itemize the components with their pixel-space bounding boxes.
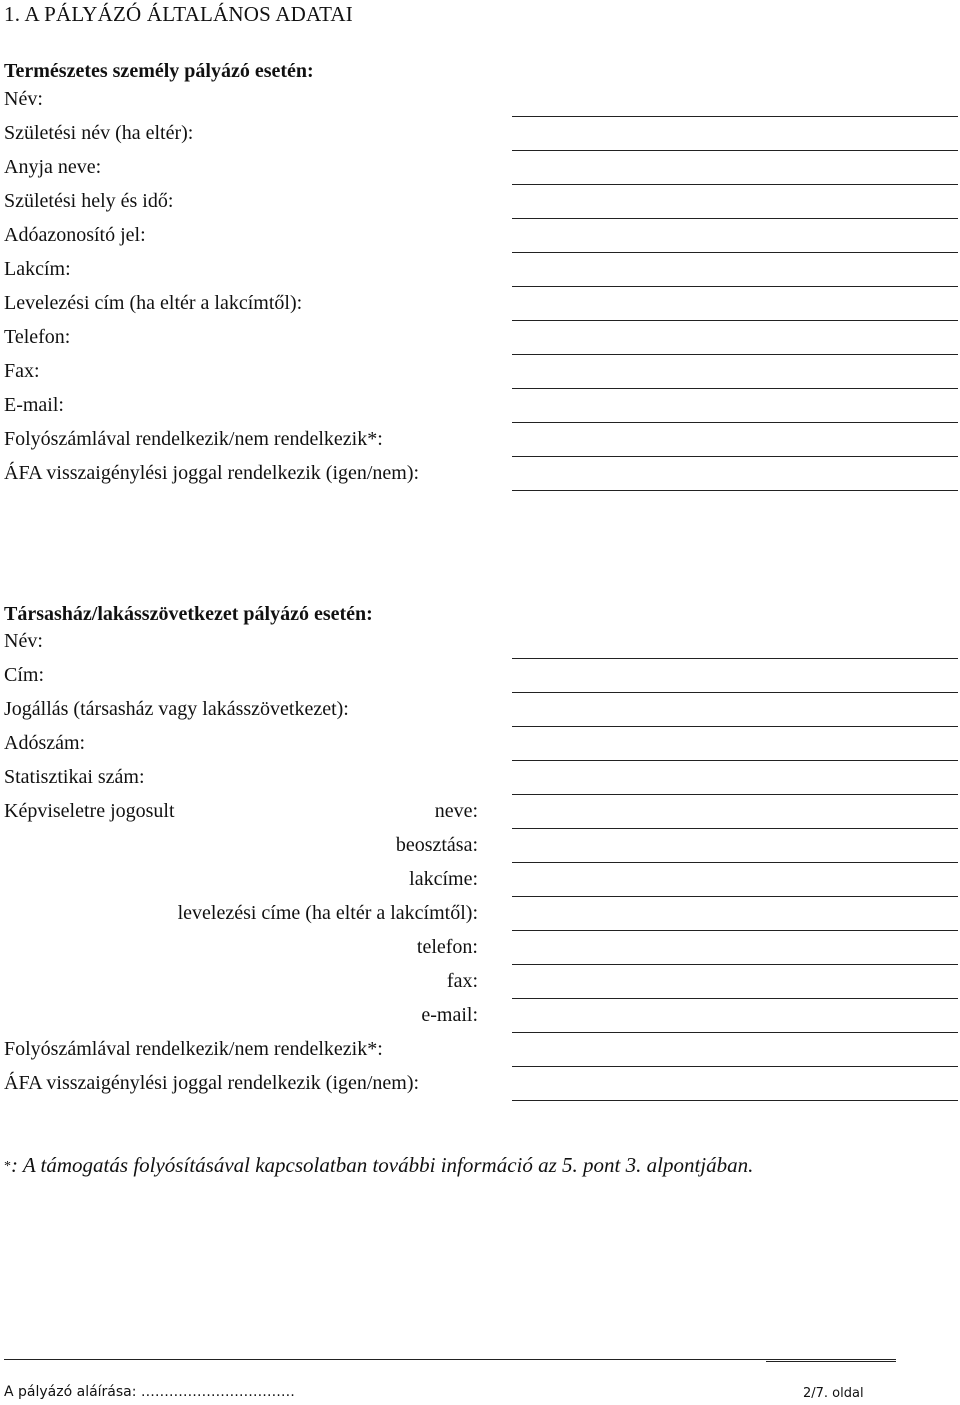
company-field-tax-number: Adószám:	[4, 732, 86, 754]
person-field-birth-place: Születési hely és idő:	[4, 190, 174, 212]
representative-field-mailing-address: levelezési címe (ha eltér a lakcímtől):	[177, 902, 478, 924]
person-field-email: E-mail:	[4, 394, 64, 416]
company-line-legal-status[interactable]	[512, 726, 958, 727]
representative-field-address: lakcíme:	[409, 868, 478, 890]
company-section-title: Társasház/lakásszövetkezet pályázó esetén:	[4, 603, 373, 625]
person-field-name: Név:	[4, 88, 43, 110]
person-line-tax-id[interactable]	[512, 252, 958, 253]
footnote	[4, 1153, 753, 1178]
footer-rule-secondary	[766, 1361, 896, 1362]
representative-field-position: beosztása:	[395, 834, 478, 856]
person-line-mailing-address[interactable]	[512, 320, 958, 321]
representative-label: Képviseletre jogosult	[4, 800, 175, 822]
person-line-phone[interactable]	[512, 354, 958, 355]
person-field-birth-name: Születési név (ha eltér):	[4, 122, 194, 144]
person-field-mother-name: Anyja neve:	[4, 156, 102, 178]
representative-line-email[interactable]	[512, 1032, 958, 1033]
person-field-mailing-address: Levelezési cím (ha eltér a lakcímtől):	[4, 292, 303, 314]
company-field-bank-account: Folyószámlával rendelkezik/nem rendelkezik*:	[4, 1038, 383, 1060]
company-line-tax-number[interactable]	[512, 760, 958, 761]
representative-line-phone[interactable]	[512, 964, 958, 965]
representative-line-fax[interactable]	[512, 998, 958, 999]
person-section-title: Természetes személy pályázó esetén:	[4, 60, 314, 82]
person-field-tax-id: Adóazonosító jel:	[4, 224, 146, 246]
company-field-address: Cím:	[4, 664, 45, 686]
person-field-vat: ÁFA visszaigénylési joggal rendelkezik (igen/nem):	[4, 462, 420, 484]
footnote-text: : A támogatás folyósításával kapcsolatban további információ az 5. pont 3. alpontjában.	[11, 1153, 754, 1177]
company-field-stat-number: Statisztikai szám:	[4, 766, 145, 788]
person-line-vat[interactable]	[512, 490, 958, 491]
person-field-address: Lakcím:	[4, 258, 71, 280]
company-line-vat[interactable]	[512, 1100, 958, 1101]
company-line-stat-number[interactable]	[512, 794, 958, 795]
representative-line-mailing-address[interactable]	[512, 930, 958, 931]
representative-field-phone: telefon:	[416, 936, 478, 958]
signature-field: A pályázó aláírása: ……………………………	[4, 1384, 295, 1400]
person-line-email[interactable]	[512, 422, 958, 423]
footer-rule	[4, 1359, 896, 1360]
representative-line-name[interactable]	[512, 828, 958, 829]
page-number: 2/7. oldal	[803, 1386, 864, 1401]
person-line-name[interactable]	[512, 116, 958, 117]
person-line-birth-name[interactable]	[512, 150, 958, 151]
person-field-phone: Telefon:	[4, 326, 71, 348]
person-line-bank-account[interactable]	[512, 456, 958, 457]
representative-line-address[interactable]	[512, 896, 958, 897]
person-line-birth-place[interactable]	[512, 218, 958, 219]
company-line-name[interactable]	[512, 658, 958, 659]
company-field-name: Név:	[4, 630, 43, 652]
person-line-mother-name[interactable]	[512, 184, 958, 185]
company-field-vat: ÁFA visszaigénylési joggal rendelkezik (igen/nem):	[4, 1072, 420, 1094]
representative-line-position[interactable]	[512, 862, 958, 863]
person-line-address[interactable]	[512, 286, 958, 287]
representative-field-fax: fax:	[446, 970, 478, 992]
company-line-address[interactable]	[512, 692, 958, 693]
person-field-bank-account: Folyószámlával rendelkezik/nem rendelkezik*:	[4, 428, 383, 450]
footnote-marker: *	[4, 1159, 11, 1174]
representative-field-email: e-mail:	[421, 1004, 478, 1026]
person-field-fax: Fax:	[4, 360, 40, 382]
representative-field-name: Képviseletre jogosult neve:	[4, 794, 478, 828]
company-line-bank-account[interactable]	[512, 1066, 958, 1067]
person-line-fax[interactable]	[512, 388, 958, 389]
section-title: 1. A PÁLYÁZÓ ÁLTALÁNOS ADATAI	[4, 2, 353, 26]
company-field-legal-status: Jogállás (társasház vagy lakásszövetkezet):	[4, 698, 349, 720]
